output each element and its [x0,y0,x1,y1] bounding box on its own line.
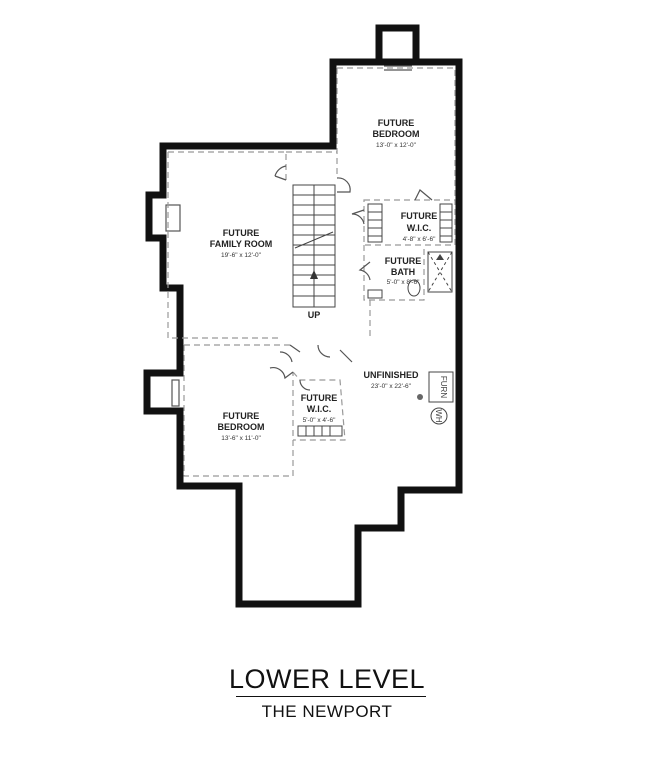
door-swing [300,380,310,390]
plan-subtitle: THE NEWPORT [261,702,393,721]
room-name-line: W.I.C. [406,223,432,233]
room-dimensions: 5'-0" x 4'-6" [302,417,336,424]
floor-drain [417,394,423,400]
door-swing [352,210,364,224]
room-dimensions: 4'-8" x 6'-6" [402,236,436,243]
room-name-line: BATH [390,267,416,277]
furnace-label: FURN [439,375,448,399]
door-swing [415,190,432,200]
room-dimensions: 19'-6" x 12'-0" [221,252,261,259]
title-divider [236,696,426,697]
door-swing [270,368,293,378]
door-swing [275,166,286,180]
room-name-line: FUTURE [377,118,415,128]
door-swing [337,178,350,192]
room-name-line: FUTURE [222,411,260,421]
room-name-line: BEDROOM [372,129,420,139]
room-dimensions: 13'-6" x 11'-0" [221,435,261,442]
closet-shelving [298,426,342,436]
partition-family-room [168,152,286,180]
door-swing [318,345,352,362]
plan-title: LOWER LEVEL [228,664,426,694]
room-dimensions: 23'-0" x 22'-6" [371,383,411,390]
staircase [293,185,335,307]
stair-direction-label: UP [307,310,321,320]
vanity [368,290,382,298]
water-heater-label: WH [434,409,443,423]
shower-head-icon [436,254,444,260]
room-name-line: FUTURE [400,211,438,221]
room-name-line: FUTURE [222,228,260,238]
door-swing [360,262,370,280]
room-name-line: FUTURE [300,393,338,403]
door-swing [280,345,300,362]
room-name-line: FAMILY ROOM [209,239,273,249]
room-name-line: FUTURE [384,256,422,266]
room-name-line: W.I.C. [306,404,332,414]
room-name-line: BEDROOM [217,422,265,432]
window-bay [379,28,416,62]
room-name-line: UNFINISHED [363,370,419,380]
window [172,380,179,406]
room-dimensions: 13'-0" x 12'-0" [376,142,416,149]
room-dimensions: 5'-0" x 8'-6" [386,279,420,286]
